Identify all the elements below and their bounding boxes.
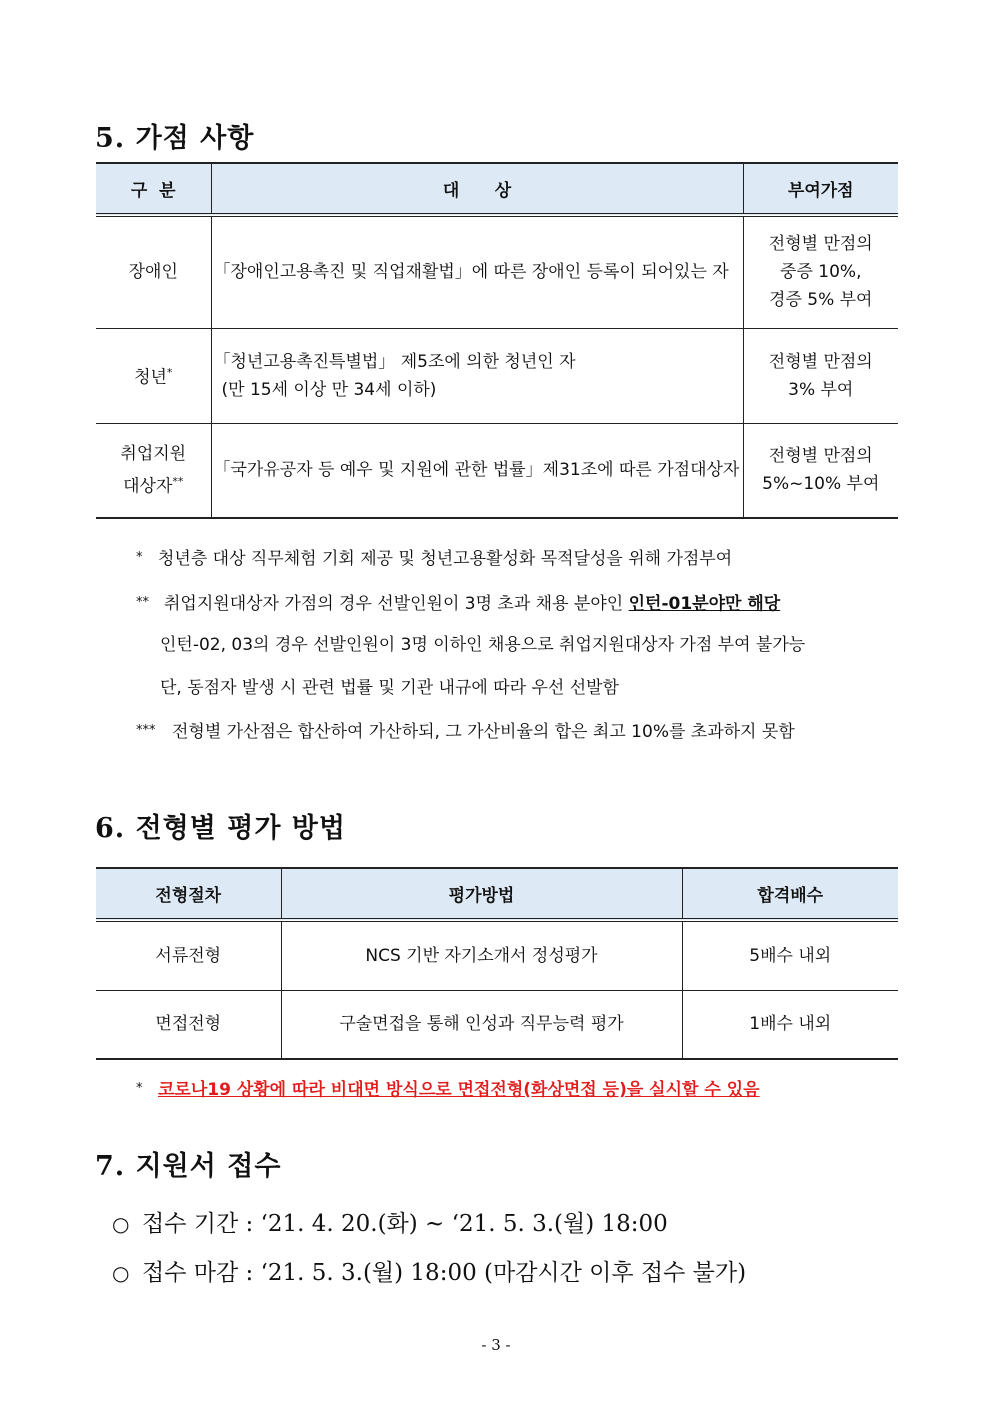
- row-target: 「청년고용촉진특별법」 제5조에 의한 청년인 자 (만 15세 이상 만 34세 이하): [211, 328, 743, 423]
- header-points: 부여가점: [743, 163, 898, 215]
- table-row: [96, 423, 898, 518]
- row-points: 전형별 만점의 3% 부여: [743, 328, 898, 423]
- header-multiple: 합격배수: [682, 868, 898, 920]
- bonus-points-table: [96, 162, 898, 519]
- bullet-circle-icon: ○: [112, 1261, 130, 1285]
- table-row: [96, 920, 898, 990]
- row-target: 「국가유공자 등 예우 및 지원에 관한 법률」제31조에 따른 가점대상자: [211, 423, 743, 518]
- row-multiple: 5배수 내외: [682, 920, 898, 990]
- application-period: ○ 접수 기간 : ‘21. 4. 20.(화) ~ ‘21. 5. 3.(월) 18:00: [112, 1211, 668, 1237]
- note-youth: * 청년층 대상 직무체험 기회 제공 및 청년고용활성화 목적달성을 위해 가점부여: [136, 549, 733, 569]
- section-7-heading: 7. 지원서 접수: [95, 1151, 282, 1182]
- row-multiple: 1배수 내외: [682, 990, 898, 1059]
- row-target: 「장애인고용촉진 및 직업재활법」에 따른 장애인 등록이 되어있는 자: [211, 215, 743, 328]
- row-method: 구술면접을 통해 인성과 직무능력 평가: [281, 990, 682, 1059]
- page-number: - 3 -: [481, 1336, 511, 1354]
- header-stage: 전형절차: [96, 868, 281, 920]
- row-points: 전형별 만점의 중증 10%, 경증 5% 부여: [743, 215, 898, 328]
- row-stage: 면접전형: [96, 990, 281, 1059]
- note-employment-support-line3: 단, 동점자 발생 시 관련 법률 및 기관 내규에 따라 우선 선발함: [160, 678, 619, 698]
- table-row: [96, 215, 898, 328]
- evaluation-table: [96, 867, 898, 1060]
- header-target: 대 상: [211, 163, 743, 215]
- note-employment-support: ** 취업지원대상자 가점의 경우 선발인원이 3명 초과 채용 분야인 인턴-01분야만 해당: [136, 594, 781, 614]
- row-points: 전형별 만점의 5%~10% 부여: [743, 423, 898, 518]
- note-covid: * 코로나19 상황에 따라 비대면 방식으로 면접전형(화상면접 등)을 실시할 수 있음: [136, 1080, 760, 1100]
- row-category: 장애인: [96, 215, 211, 328]
- table-row: [96, 990, 898, 1059]
- header-method: 평가방법: [281, 868, 682, 920]
- note-bonus-cap: *** 전형별 가산점은 합산하여 가산하되, 그 가산비율의 합은 최고 10%를 초과하지 못함: [136, 722, 795, 742]
- note-employment-support-line2: 인턴-02, 03의 경우 선발인원이 3명 이하인 채용으로 취업지원대상자 가점 부여 불가능: [160, 635, 806, 655]
- application-deadline: ○ 접수 마감 : ‘21. 5. 3.(월) 18:00 (마감시간 이후 접수 불가): [112, 1260, 747, 1286]
- row-method: NCS 기반 자기소개서 정성평가: [281, 920, 682, 990]
- header-category: 구 분: [96, 163, 211, 215]
- bullet-circle-icon: ○: [112, 1212, 130, 1236]
- table-row: [96, 328, 898, 423]
- row-stage: 서류전형: [96, 920, 281, 990]
- section-6-heading: 6. 전형별 평가 방법: [95, 813, 346, 844]
- row-category: 청년*: [96, 328, 211, 423]
- row-category: 취업지원 대상자**: [96, 423, 211, 518]
- section-5-heading: 5. 가점 사항: [95, 123, 255, 154]
